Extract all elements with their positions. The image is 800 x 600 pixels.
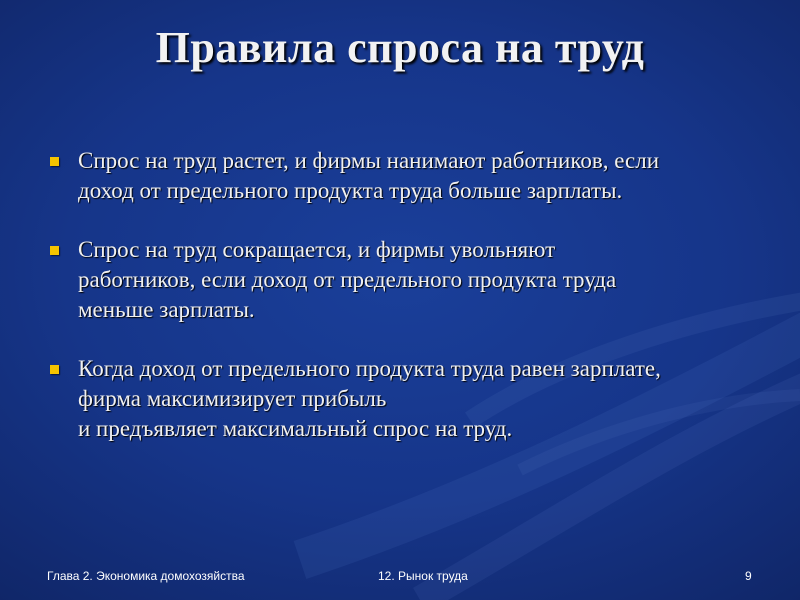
bullet-item-3 <box>48 354 758 444</box>
bullet-2-line-2: работников, если доход от предельного продукта труда <box>78 267 617 292</box>
bullet-3-line-2: фирма максимизирует прибыль <box>78 386 387 411</box>
slide-title: Правила спроса на труд <box>155 23 645 72</box>
footer-page-number: 9 <box>745 569 752 583</box>
bullet-item-1 <box>48 146 758 206</box>
bullet-2-line-3: меньше зарплаты. <box>78 297 255 322</box>
bullet-list <box>48 146 758 473</box>
footer-chapter: Глава 2. Экономика домохозяйства <box>47 569 245 583</box>
bullet-2-line-1: Спрос на труд сокращается, и фирмы увольняют <box>78 237 556 262</box>
square-bullet-icon <box>50 157 59 166</box>
bullet-1-line-2: доход от предельного продукта труда больше зарплаты. <box>78 178 623 203</box>
footer-section: 12. Рынок труда <box>378 569 468 583</box>
bullet-1-line-1: Спрос на труд растет, и фирмы нанимают работников, если <box>78 148 659 173</box>
square-bullet-icon <box>50 365 59 374</box>
square-bullet-icon <box>50 246 59 255</box>
bullet-3-line-3: и предъявляет максимальный спрос на труд. <box>78 416 513 441</box>
bullet-3-line-1: Когда доход от предельного продукта труда равен зарплате, <box>78 356 661 381</box>
bullet-item-2 <box>48 235 758 325</box>
